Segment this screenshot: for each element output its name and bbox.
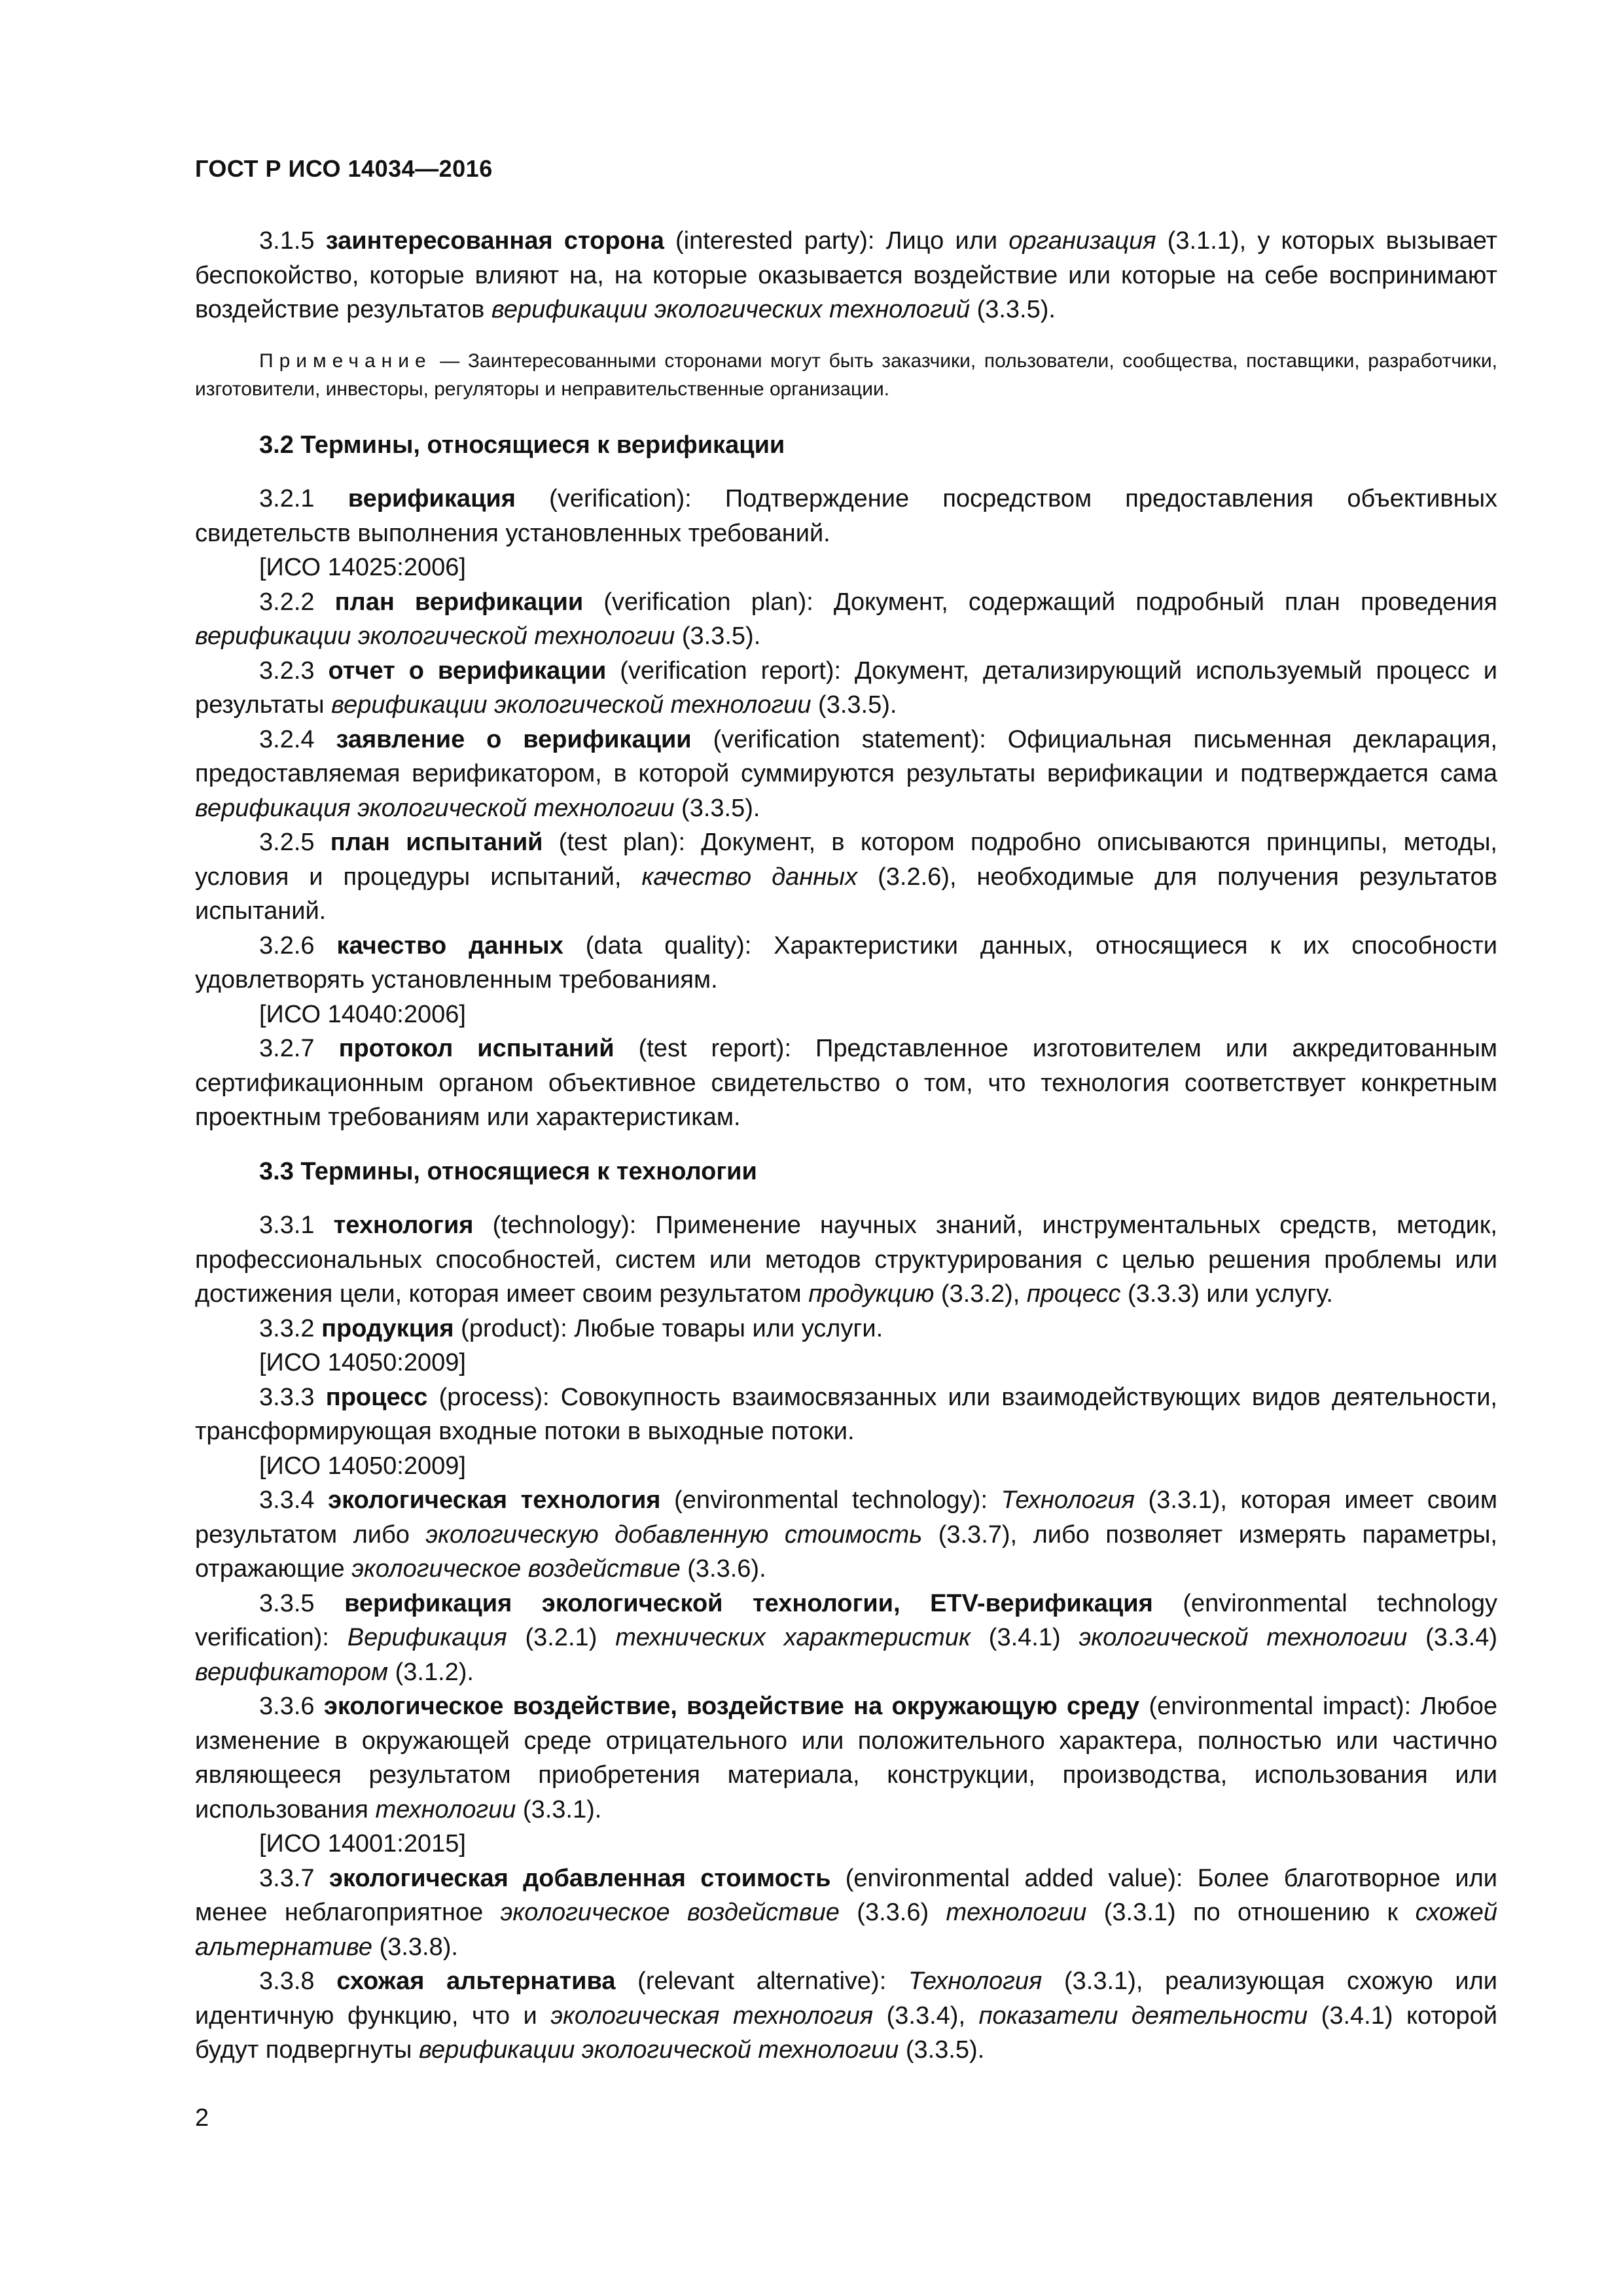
term-3-3-6: 3.3.6 экологическое воздействие, воздействие на окружающую среду (environmental impact): Любое изменение в окружающей среде отрицательного или положительного характера, полностью или частично являющееся результатом приобретения материала, конструкции, производства, использования или использования технологии (3.3.1).	[195, 1693, 1497, 1823]
section-heading-3-3: 3.3 Термины, относящиеся к технологии	[259, 1157, 757, 1185]
term-3-3-8: 3.3.8 схожая альтернатива (relevant alternative): Технология (3.3.1), реализующая схожую или идентичную функцию, что и экологическая технология (3.3.4), показатели деятельности (3.4.1) которой будут подвергнуты верификации экологической технологии (3.3.5).	[195, 1967, 1498, 2064]
reference: [ИСО 14001:2015]	[259, 1830, 466, 1857]
term-3-3-1: 3.3.1 технология (technology): Применение научных знаний, инструментальных средств, методик, профессиональных способностей, систем или методов структурирования с целью решения проблемы или достижения цели, которая имеет своим результатом продукцию (3.3.2), процесс (3.3.3) или услугу.	[195, 1211, 1497, 1308]
term-3-1-5: 3.1.5 заинтересованная сторона (interested party): Лицо или организация (3.1.1), у которых вызывает беспокойство, которые влияют на, на которые оказывается воздействие или которые на себе воспринимают воздействие результатов верификации экологических технологий (3.3.5).	[195, 227, 1497, 323]
term-3-2-3: 3.2.3 отчет о верификации (verification report): Документ, детализирующий используемый процесс и результаты верификации экологической технологии (3.3.5).	[195, 656, 1498, 719]
note: Примечание — Заинтересованными сторонами могут быть заказчики, пользователи, сообщества, поставщики, разработчики, изготовители, инвесторы, регуляторы и неправительственные организации.	[195, 350, 1497, 400]
term-3-2-4: 3.2.4 заявление о верификации (verification statement): Официальная письменная декларация, предоставляемая верификатором, в которой суммируются результаты верификации и подтверждается сама верификация экологической технологии (3.3.5).	[195, 725, 1498, 822]
term-3-2-6: 3.2.6 качество данных (data quality): Характеристики данных, относящиеся к их способности удовлетворять установленным требованиям.	[195, 931, 1497, 994]
reference: [ИСО 14040:2006]	[259, 1000, 466, 1028]
term-3-2-5: 3.2.5 план испытаний (test plan): Документ, в котором подробно описываются принципы, методы, условия и процедуры испытаний, качество данных (3.2.6), необходимые для получения результатов испытаний.	[195, 829, 1498, 925]
term-3-3-3: 3.3.3 процесс (process): Совокупность взаимосвязанных или взаимодействующих видов деятельности, трансформирующая входные потоки в выходные потоки.	[195, 1383, 1497, 1445]
document-body	[195, 224, 1497, 2068]
document-header: ГОСТ Р ИСО 14034—2016	[195, 155, 493, 182]
term-3-3-7: 3.3.7 экологическая добавленная стоимость (environmental added value): Более благотворное или менее неблагоприятное экологическое воздействие (3.3.6) технологии (3.3.1) по отношению к схожей альтернативе (3.3.8).	[195, 1864, 1498, 1961]
reference: [ИСО 14050:2009]	[259, 1452, 466, 1480]
term-3-3-2: 3.3.2 продукция (product): Любые товары или услуги.	[259, 1314, 883, 1342]
term-3-2-7: 3.2.7 протокол испытаний (test report): Представленное изготовителем или аккредитованным сертификационным органом объективное свидетельство о том, что технология соответствует конкретным проектным требованиям или характеристикам.	[195, 1035, 1498, 1131]
term-3-2-2: 3.2.2 план верификации (verification plan): Документ, содержащий подробный план проведения верификации экологической технологии (3.3.5).	[195, 588, 1497, 650]
term-3-3-5: 3.3.5 верификация экологической технологии, ETV-верификация (environmental technology verification): Верификация (3.2.1) технических характеристик (3.4.1) экологической технологии (3.3.4) верификатором (3.1.2).	[195, 1589, 1497, 1686]
page-number: 2	[195, 2104, 209, 2132]
reference: [ИСО 14050:2009]	[259, 1349, 466, 1376]
term-3-2-1: 3.2.1 верификация (verification): Подтверждение посредством предоставления объективных свидетельств выполнения установленных требований.	[195, 485, 1498, 547]
section-heading-3-2: 3.2 Термины, относящиеся к верификации	[259, 431, 785, 459]
reference: [ИСО 14025:2006]	[259, 554, 466, 581]
note-label: Примечание	[259, 350, 432, 372]
term-3-3-4: 3.3.4 экологическая технология (environmental technology): Технология (3.3.1), которая имеет своим результатом либо экологическую добавленную стоимость (3.3.7), либо позволяет измерять параметры, отражающие экологическое воздействие (3.3.6).	[195, 1486, 1498, 1583]
